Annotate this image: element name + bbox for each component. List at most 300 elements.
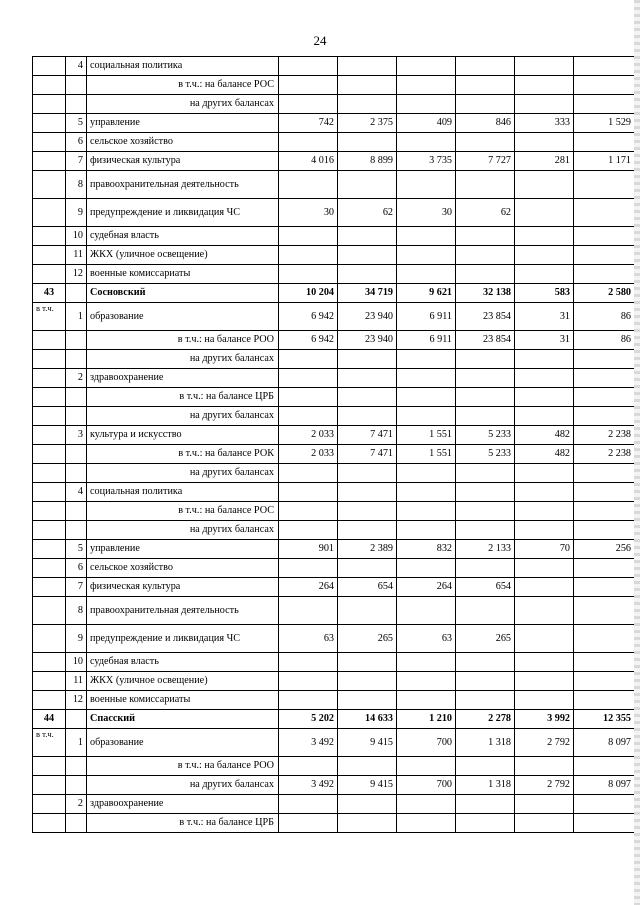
value-cell-col-6 (574, 464, 635, 483)
value-cell-col-5 (515, 502, 574, 521)
value-cell-col-6 (574, 502, 635, 521)
value-cell-col-2 (338, 559, 397, 578)
item-number-cell: 7 (66, 578, 87, 597)
value-cell-col-4 (456, 502, 515, 521)
category-name-cell: на других балансах (87, 521, 279, 540)
item-number-cell: 11 (66, 246, 87, 265)
value-cell-col-2: 654 (338, 578, 397, 597)
category-name-cell: сельское хозяйство (87, 133, 279, 152)
value-cell-col-3: 1 551 (397, 426, 456, 445)
value-cell-col-3 (397, 597, 456, 625)
item-number-cell (66, 95, 87, 114)
category-name-cell: на других балансах (87, 407, 279, 426)
item-number-cell (66, 445, 87, 464)
category-name-cell: правоохранительная деятельность (87, 597, 279, 625)
value-cell-col-5 (515, 227, 574, 246)
value-cell-col-1 (279, 246, 338, 265)
category-name-cell: физическая культура (87, 578, 279, 597)
group-cell (33, 95, 66, 114)
value-cell-col-4: 32 138 (456, 284, 515, 303)
group-cell: в т.ч. (33, 729, 66, 757)
value-cell-col-3: 700 (397, 729, 456, 757)
value-cell-col-3 (397, 95, 456, 114)
value-cell-col-3: 3 735 (397, 152, 456, 171)
value-cell-col-1: 6 942 (279, 331, 338, 350)
value-cell-col-4 (456, 227, 515, 246)
group-cell: в т.ч. (33, 303, 66, 331)
value-cell-col-4 (456, 521, 515, 540)
value-cell-col-6: 2 238 (574, 445, 635, 464)
value-cell-col-5 (515, 521, 574, 540)
value-cell-col-6 (574, 388, 635, 407)
value-cell-col-2 (338, 350, 397, 369)
value-cell-col-4 (456, 133, 515, 152)
value-cell-col-3 (397, 483, 456, 502)
value-cell-col-5 (515, 199, 574, 227)
value-cell-col-2 (338, 464, 397, 483)
value-cell-col-3 (397, 559, 456, 578)
value-cell-col-1 (279, 597, 338, 625)
group-cell (33, 691, 66, 710)
value-cell-col-4 (456, 559, 515, 578)
value-cell-col-1: 5 202 (279, 710, 338, 729)
value-cell-col-3 (397, 757, 456, 776)
value-cell-col-2 (338, 227, 397, 246)
item-number-cell (66, 521, 87, 540)
value-cell-col-3 (397, 57, 456, 76)
value-cell-col-2: 2 389 (338, 540, 397, 559)
value-cell-col-4 (456, 95, 515, 114)
value-cell-col-6 (574, 76, 635, 95)
item-number-cell (66, 350, 87, 369)
table-row (33, 757, 635, 776)
group-cell (33, 795, 66, 814)
value-cell-col-2 (338, 814, 397, 833)
value-cell-col-4: 5 233 (456, 426, 515, 445)
value-cell-col-3 (397, 388, 456, 407)
item-number-cell (66, 407, 87, 426)
category-name-cell: предупреждение и ликвидация ЧС (87, 199, 279, 227)
value-cell-col-4: 1 318 (456, 729, 515, 757)
value-cell-col-3 (397, 265, 456, 284)
value-cell-col-1: 2 033 (279, 426, 338, 445)
value-cell-col-3: 832 (397, 540, 456, 559)
table-body (33, 57, 635, 833)
group-cell (33, 350, 66, 369)
table-row (33, 133, 635, 152)
group-cell (33, 540, 66, 559)
value-cell-col-4 (456, 76, 515, 95)
value-cell-col-2: 7 471 (338, 445, 397, 464)
value-cell-col-6 (574, 521, 635, 540)
value-cell-col-4: 1 318 (456, 776, 515, 795)
value-cell-col-5: 482 (515, 445, 574, 464)
group-cell (33, 578, 66, 597)
value-cell-col-2 (338, 133, 397, 152)
table-row (33, 265, 635, 284)
value-cell-col-6 (574, 691, 635, 710)
value-cell-col-1 (279, 691, 338, 710)
category-name-cell: здравоохранение (87, 795, 279, 814)
value-cell-col-5 (515, 483, 574, 502)
group-cell (33, 227, 66, 246)
value-cell-col-4 (456, 597, 515, 625)
item-number-cell (66, 814, 87, 833)
value-cell-col-4: 265 (456, 625, 515, 653)
value-cell-col-3: 30 (397, 199, 456, 227)
value-cell-col-5: 31 (515, 303, 574, 331)
table-row (33, 369, 635, 388)
category-name-cell: в т.ч.: на балансе РОО (87, 757, 279, 776)
value-cell-col-6: 8 097 (574, 776, 635, 795)
value-cell-col-4 (456, 691, 515, 710)
value-cell-col-3 (397, 227, 456, 246)
value-cell-col-2 (338, 653, 397, 672)
table-row (33, 625, 635, 653)
value-cell-col-4 (456, 757, 515, 776)
item-number-cell: 5 (66, 114, 87, 133)
value-cell-col-4 (456, 388, 515, 407)
value-cell-col-6 (574, 369, 635, 388)
group-cell (33, 653, 66, 672)
value-cell-col-5 (515, 369, 574, 388)
item-number-cell: 10 (66, 653, 87, 672)
value-cell-col-3: 6 911 (397, 303, 456, 331)
value-cell-col-1 (279, 521, 338, 540)
item-number-cell: 6 (66, 559, 87, 578)
item-number-cell: 1 (66, 303, 87, 331)
value-cell-col-4 (456, 369, 515, 388)
table-row (33, 114, 635, 133)
value-cell-col-6 (574, 814, 635, 833)
value-cell-col-3 (397, 350, 456, 369)
value-cell-col-4 (456, 407, 515, 426)
category-name-cell: управление (87, 114, 279, 133)
group-cell (33, 597, 66, 625)
table-row (33, 426, 635, 445)
item-number-cell: 4 (66, 57, 87, 76)
group-cell (33, 369, 66, 388)
value-cell-col-5 (515, 95, 574, 114)
value-cell-col-2 (338, 691, 397, 710)
value-cell-col-1 (279, 757, 338, 776)
value-cell-col-2 (338, 369, 397, 388)
value-cell-col-3 (397, 795, 456, 814)
value-cell-col-5 (515, 559, 574, 578)
value-cell-col-3 (397, 653, 456, 672)
table-row (33, 691, 635, 710)
category-name-cell: физическая культура (87, 152, 279, 171)
category-name-cell: социальная политика (87, 483, 279, 502)
value-cell-col-1 (279, 502, 338, 521)
category-name-cell: в т.ч.: на балансе РОК (87, 445, 279, 464)
value-cell-col-3 (397, 521, 456, 540)
item-number-cell: 7 (66, 152, 87, 171)
value-cell-col-6 (574, 483, 635, 502)
value-cell-col-3: 6 911 (397, 331, 456, 350)
category-name-cell: судебная власть (87, 653, 279, 672)
table-row (33, 502, 635, 521)
category-name-cell: предупреждение и ликвидация ЧС (87, 625, 279, 653)
item-number-cell: 1 (66, 729, 87, 757)
value-cell-col-3: 63 (397, 625, 456, 653)
value-cell-col-4: 2 278 (456, 710, 515, 729)
value-cell-col-5 (515, 350, 574, 369)
item-number-cell: 12 (66, 265, 87, 284)
table-row (33, 729, 635, 757)
table-row (33, 303, 635, 331)
category-name-cell: на других балансах (87, 464, 279, 483)
group-cell (33, 559, 66, 578)
value-cell-col-1: 6 942 (279, 303, 338, 331)
value-cell-col-2 (338, 795, 397, 814)
table-row (33, 350, 635, 369)
value-cell-col-1 (279, 133, 338, 152)
category-name-cell: образование (87, 729, 279, 757)
value-cell-col-1: 4 016 (279, 152, 338, 171)
table-row (33, 464, 635, 483)
value-cell-col-5: 333 (515, 114, 574, 133)
group-cell (33, 114, 66, 133)
value-cell-col-5 (515, 814, 574, 833)
value-cell-col-3 (397, 502, 456, 521)
value-cell-col-1 (279, 653, 338, 672)
group-cell (33, 483, 66, 502)
value-cell-col-2 (338, 483, 397, 502)
value-cell-col-1 (279, 76, 338, 95)
value-cell-col-6 (574, 227, 635, 246)
value-cell-col-4 (456, 265, 515, 284)
value-cell-col-5: 583 (515, 284, 574, 303)
value-cell-col-2: 8 899 (338, 152, 397, 171)
table-row (33, 445, 635, 464)
table-row (33, 199, 635, 227)
value-cell-col-5 (515, 171, 574, 199)
value-cell-col-1: 901 (279, 540, 338, 559)
category-name-cell: культура и искусство (87, 426, 279, 445)
category-name-cell: на других балансах (87, 95, 279, 114)
value-cell-col-4: 846 (456, 114, 515, 133)
category-name-cell: в т.ч.: на балансе РОС (87, 76, 279, 95)
value-cell-col-6 (574, 350, 635, 369)
value-cell-col-4 (456, 350, 515, 369)
category-name-cell: ЖКХ (уличное освещение) (87, 672, 279, 691)
value-cell-col-2 (338, 76, 397, 95)
table-row (33, 171, 635, 199)
district-name-cell: Сосновский (87, 284, 279, 303)
category-name-cell: судебная власть (87, 227, 279, 246)
value-cell-col-4 (456, 653, 515, 672)
value-cell-col-4: 5 233 (456, 445, 515, 464)
item-number-cell (66, 388, 87, 407)
group-cell (33, 76, 66, 95)
value-cell-col-2: 2 375 (338, 114, 397, 133)
value-cell-col-4: 7 727 (456, 152, 515, 171)
group-cell (33, 171, 66, 199)
value-cell-col-5 (515, 653, 574, 672)
value-cell-col-4 (456, 795, 515, 814)
value-cell-col-3: 700 (397, 776, 456, 795)
value-cell-col-5 (515, 672, 574, 691)
value-cell-col-6: 256 (574, 540, 635, 559)
value-cell-col-5: 482 (515, 426, 574, 445)
table-row (33, 483, 635, 502)
table-row (33, 672, 635, 691)
value-cell-col-6: 86 (574, 303, 635, 331)
table-row (33, 152, 635, 171)
value-cell-col-1: 63 (279, 625, 338, 653)
value-cell-col-5 (515, 757, 574, 776)
item-number-cell: 8 (66, 171, 87, 199)
item-number-cell (66, 464, 87, 483)
category-name-cell: в т.ч.: на балансе ЦРБ (87, 388, 279, 407)
value-cell-col-1 (279, 227, 338, 246)
category-name-cell: на других балансах (87, 350, 279, 369)
value-cell-col-4 (456, 246, 515, 265)
category-name-cell: образование (87, 303, 279, 331)
table-row (33, 597, 635, 625)
item-number-cell: 9 (66, 199, 87, 227)
table-row (33, 57, 635, 76)
value-cell-col-1 (279, 57, 338, 76)
value-cell-col-1 (279, 814, 338, 833)
category-name-cell: сельское хозяйство (87, 559, 279, 578)
table-row (33, 284, 635, 303)
group-cell (33, 814, 66, 833)
item-number-cell (66, 284, 87, 303)
value-cell-col-6 (574, 559, 635, 578)
value-cell-col-1: 2 033 (279, 445, 338, 464)
value-cell-col-2 (338, 57, 397, 76)
group-cell (33, 331, 66, 350)
value-cell-col-6: 86 (574, 331, 635, 350)
item-number-cell: 8 (66, 597, 87, 625)
value-cell-col-4 (456, 464, 515, 483)
value-cell-col-2 (338, 171, 397, 199)
value-cell-col-3 (397, 133, 456, 152)
value-cell-col-6 (574, 795, 635, 814)
item-number-cell: 5 (66, 540, 87, 559)
group-cell (33, 407, 66, 426)
value-cell-col-5 (515, 388, 574, 407)
table-row (33, 795, 635, 814)
item-number-cell (66, 331, 87, 350)
value-cell-col-4 (456, 672, 515, 691)
item-number-cell (66, 757, 87, 776)
group-cell (33, 757, 66, 776)
value-cell-col-2 (338, 502, 397, 521)
category-name-cell: военные комиссариаты (87, 691, 279, 710)
section-number-cell: 43 (33, 284, 66, 303)
value-cell-col-6 (574, 653, 635, 672)
value-cell-col-6 (574, 597, 635, 625)
value-cell-col-6 (574, 672, 635, 691)
value-cell-col-4 (456, 57, 515, 76)
value-cell-col-6 (574, 265, 635, 284)
table-row (33, 407, 635, 426)
value-cell-col-3 (397, 407, 456, 426)
table-row (33, 95, 635, 114)
value-cell-col-2: 9 415 (338, 776, 397, 795)
item-number-cell: 6 (66, 133, 87, 152)
group-cell (33, 133, 66, 152)
value-cell-col-3: 409 (397, 114, 456, 133)
value-cell-col-1 (279, 171, 338, 199)
value-cell-col-4: 62 (456, 199, 515, 227)
value-cell-col-6 (574, 757, 635, 776)
value-cell-col-1: 30 (279, 199, 338, 227)
value-cell-col-5 (515, 464, 574, 483)
value-cell-col-6: 2 580 (574, 284, 635, 303)
value-cell-col-2 (338, 757, 397, 776)
item-number-cell: 9 (66, 625, 87, 653)
group-cell (33, 502, 66, 521)
group-cell (33, 388, 66, 407)
item-number-cell: 10 (66, 227, 87, 246)
section-number-cell: 44 (33, 710, 66, 729)
value-cell-col-6: 1 529 (574, 114, 635, 133)
value-cell-col-3: 1 551 (397, 445, 456, 464)
budget-table (32, 56, 635, 833)
group-cell (33, 776, 66, 795)
item-number-cell (66, 710, 87, 729)
value-cell-col-5: 3 992 (515, 710, 574, 729)
value-cell-col-6 (574, 407, 635, 426)
value-cell-col-4: 23 854 (456, 303, 515, 331)
value-cell-col-6 (574, 171, 635, 199)
category-name-cell: управление (87, 540, 279, 559)
scan-edge-shadow (634, 0, 640, 905)
value-cell-col-1 (279, 407, 338, 426)
value-cell-col-3: 9 621 (397, 284, 456, 303)
value-cell-col-6: 1 171 (574, 152, 635, 171)
value-cell-col-5 (515, 265, 574, 284)
value-cell-col-3 (397, 691, 456, 710)
value-cell-col-1 (279, 388, 338, 407)
value-cell-col-5 (515, 407, 574, 426)
value-cell-col-3 (397, 76, 456, 95)
value-cell-col-5: 70 (515, 540, 574, 559)
value-cell-col-6 (574, 133, 635, 152)
value-cell-col-4: 23 854 (456, 331, 515, 350)
item-number-cell (66, 502, 87, 521)
category-name-cell: на других балансах (87, 776, 279, 795)
group-cell (33, 152, 66, 171)
table-row (33, 388, 635, 407)
value-cell-col-1 (279, 464, 338, 483)
value-cell-col-1 (279, 350, 338, 369)
value-cell-col-2 (338, 246, 397, 265)
value-cell-col-3: 264 (397, 578, 456, 597)
value-cell-col-5 (515, 691, 574, 710)
page-number: 24 (313, 33, 327, 48)
value-cell-col-3: 1 210 (397, 710, 456, 729)
table-row (33, 814, 635, 833)
value-cell-col-2: 23 940 (338, 303, 397, 331)
value-cell-col-2: 9 415 (338, 729, 397, 757)
value-cell-col-2 (338, 95, 397, 114)
value-cell-col-1 (279, 559, 338, 578)
group-cell (33, 625, 66, 653)
item-number-cell: 2 (66, 795, 87, 814)
value-cell-col-3 (397, 814, 456, 833)
value-cell-col-5: 2 792 (515, 776, 574, 795)
value-cell-col-6 (574, 246, 635, 265)
value-cell-col-4 (456, 171, 515, 199)
value-cell-col-5 (515, 133, 574, 152)
value-cell-col-1: 3 492 (279, 729, 338, 757)
table-row (33, 710, 635, 729)
